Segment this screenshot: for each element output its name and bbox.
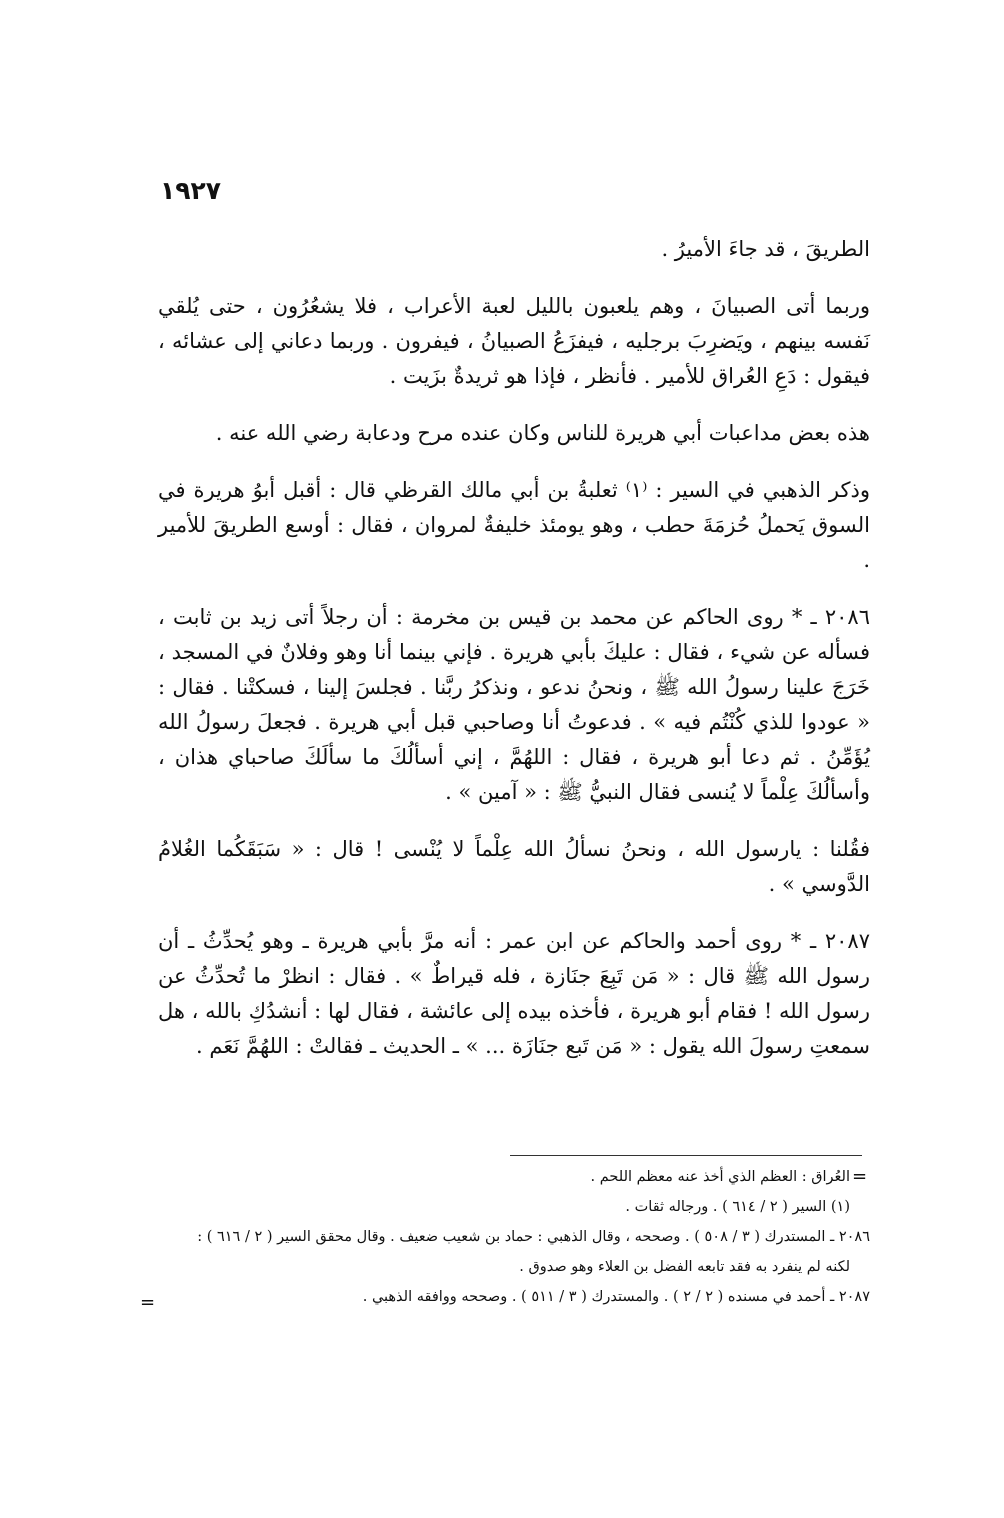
page-number: ١٩٢٧ bbox=[160, 176, 222, 205]
main-text bbox=[158, 232, 870, 1086]
continuation-mark-top: = bbox=[852, 1166, 868, 1187]
footnote-1: (١) السير ( ٢ / ٦١٤ ) . ورجاله ثقات . bbox=[625, 1199, 850, 1215]
hadith-2086-continuation: فقُلنا : يارسول الله ، ونحنُ نسألُ الله عِلْماً لا يُنْسى ! قال : « سَبَقَكُما الغُلامُ الدَّوسي » . bbox=[158, 837, 870, 896]
footnote-2086: ٢٠٨٦ ـ المستدرك ( ٣ / ٥٠٨ ) . وصححه ، وقال الذهبي : حماد بن شعيب ضعيف . وقال محقق السير ( ٢ / ٦١٦ ) : bbox=[197, 1229, 870, 1245]
paragraph-continuation: الطريقَ ، قد جاءَ الأميرُ . bbox=[661, 237, 870, 261]
footnote-separator bbox=[510, 1155, 862, 1156]
hadith-2086: ٢٠٨٦ ـ * روى الحاكم عن محمد بن قيس بن مخرمة : أن رجلاً أتى زيد بن ثابت ، فسأله عن شيء ، فقال : عليكَ بأبي هريرة . فإني بينما أنا وهو وفلانٌ في المسجد ، خَرَجَ علينا رسولُ الله ﷺ ، ونحنُ ندعو ، ونذكرُ ربَّنا . فجلسَ إلينا ، فسكتْنا . فقال : « عودوا للذي كُنْتُم فيه » . فدعوتُ أنا وصاحبي قبل أبي هريرة . فجعلَ رسولُ الله يُؤَمِّنُ . ثم دعا أبو هريرة ، فقال : اللهُمَّ ، إني أسألُكَ ما سألَكَ صاحباي هذان ، وأسألُكَ عِلْماً لا يُنسى فقال النبيُّ ﷺ : « آمين » . bbox=[158, 605, 870, 804]
continuation-mark-bottom: = bbox=[140, 1292, 156, 1313]
footnote-2086-continued: لكنه لم ينفرد به فقد تابعه الفضل بن العلاء وهو صدوق . bbox=[519, 1259, 850, 1275]
paragraph-summary: هذه بعض مداعبات أبي هريرة للناس وكان عنده مرح ودعابة رضي الله عنه . bbox=[215, 421, 870, 445]
footnote-gloss: العُراق : العظم الذي أخذ عنه معظم اللحم . bbox=[590, 1169, 850, 1185]
paragraph-children-anecdote: وربما أتى الصبيانَ ، وهم يلعبون بالليل لعبة الأعراب ، فلا يشعُرُون ، حتى يُلقي نَفسه بينهم ، ويَضرِبَ برجليه ، فيفزَعُ الصبيانُ ، فيفرون . وربما دعاني إلى عشائه ، فيقول : دَعِ العُراق للأمير . فأنظر ، فإذا هو ثريدةٌ بزَيت . bbox=[158, 294, 870, 388]
hadith-2087: ٢٠٨٧ ـ * روى أحمد والحاكم عن ابن عمر : أنه مرَّ بأبي هريرة ـ وهو يُحدِّثُ ـ أن رسول الله ﷺ قال : « مَن تَبِعَ جنَازة ، فله قيراطٌ » . فقال : انظرْ ما تُحدِّثُ عن رسول الله ! فقام أبو هريرة ، فأخذه بيده إلى عائشة ، فقال لها : أنشدُكِ بالله ، هل سمعتِ رسولَ الله يقول : « مَن تَبع جنَازَة ... » ـ الحديث ـ فقالتْ : اللهُمَّ نَعَم . bbox=[158, 929, 870, 1058]
paragraph-dhahabi: وذكر الذهبي في السير : ⁽١⁾ ثعلبةُ بن أبي مالك القرظي قال : أقبل أبوُ هريرة في السوق يَحملُ حُزمَةَ حطب ، وهو يومئذ خليفةٌ لمروان ، فقال : أوسع الطريقَ للأمير . bbox=[158, 478, 870, 572]
footnote-2087: ٢٠٨٧ ـ أحمد في مسنده ( ٢ / ٢ ) . والمستدرك ( ٣ / ٥١١ ) . وصححه ووافقه الذهبي . bbox=[362, 1289, 870, 1305]
footnotes bbox=[140, 1162, 870, 1312]
